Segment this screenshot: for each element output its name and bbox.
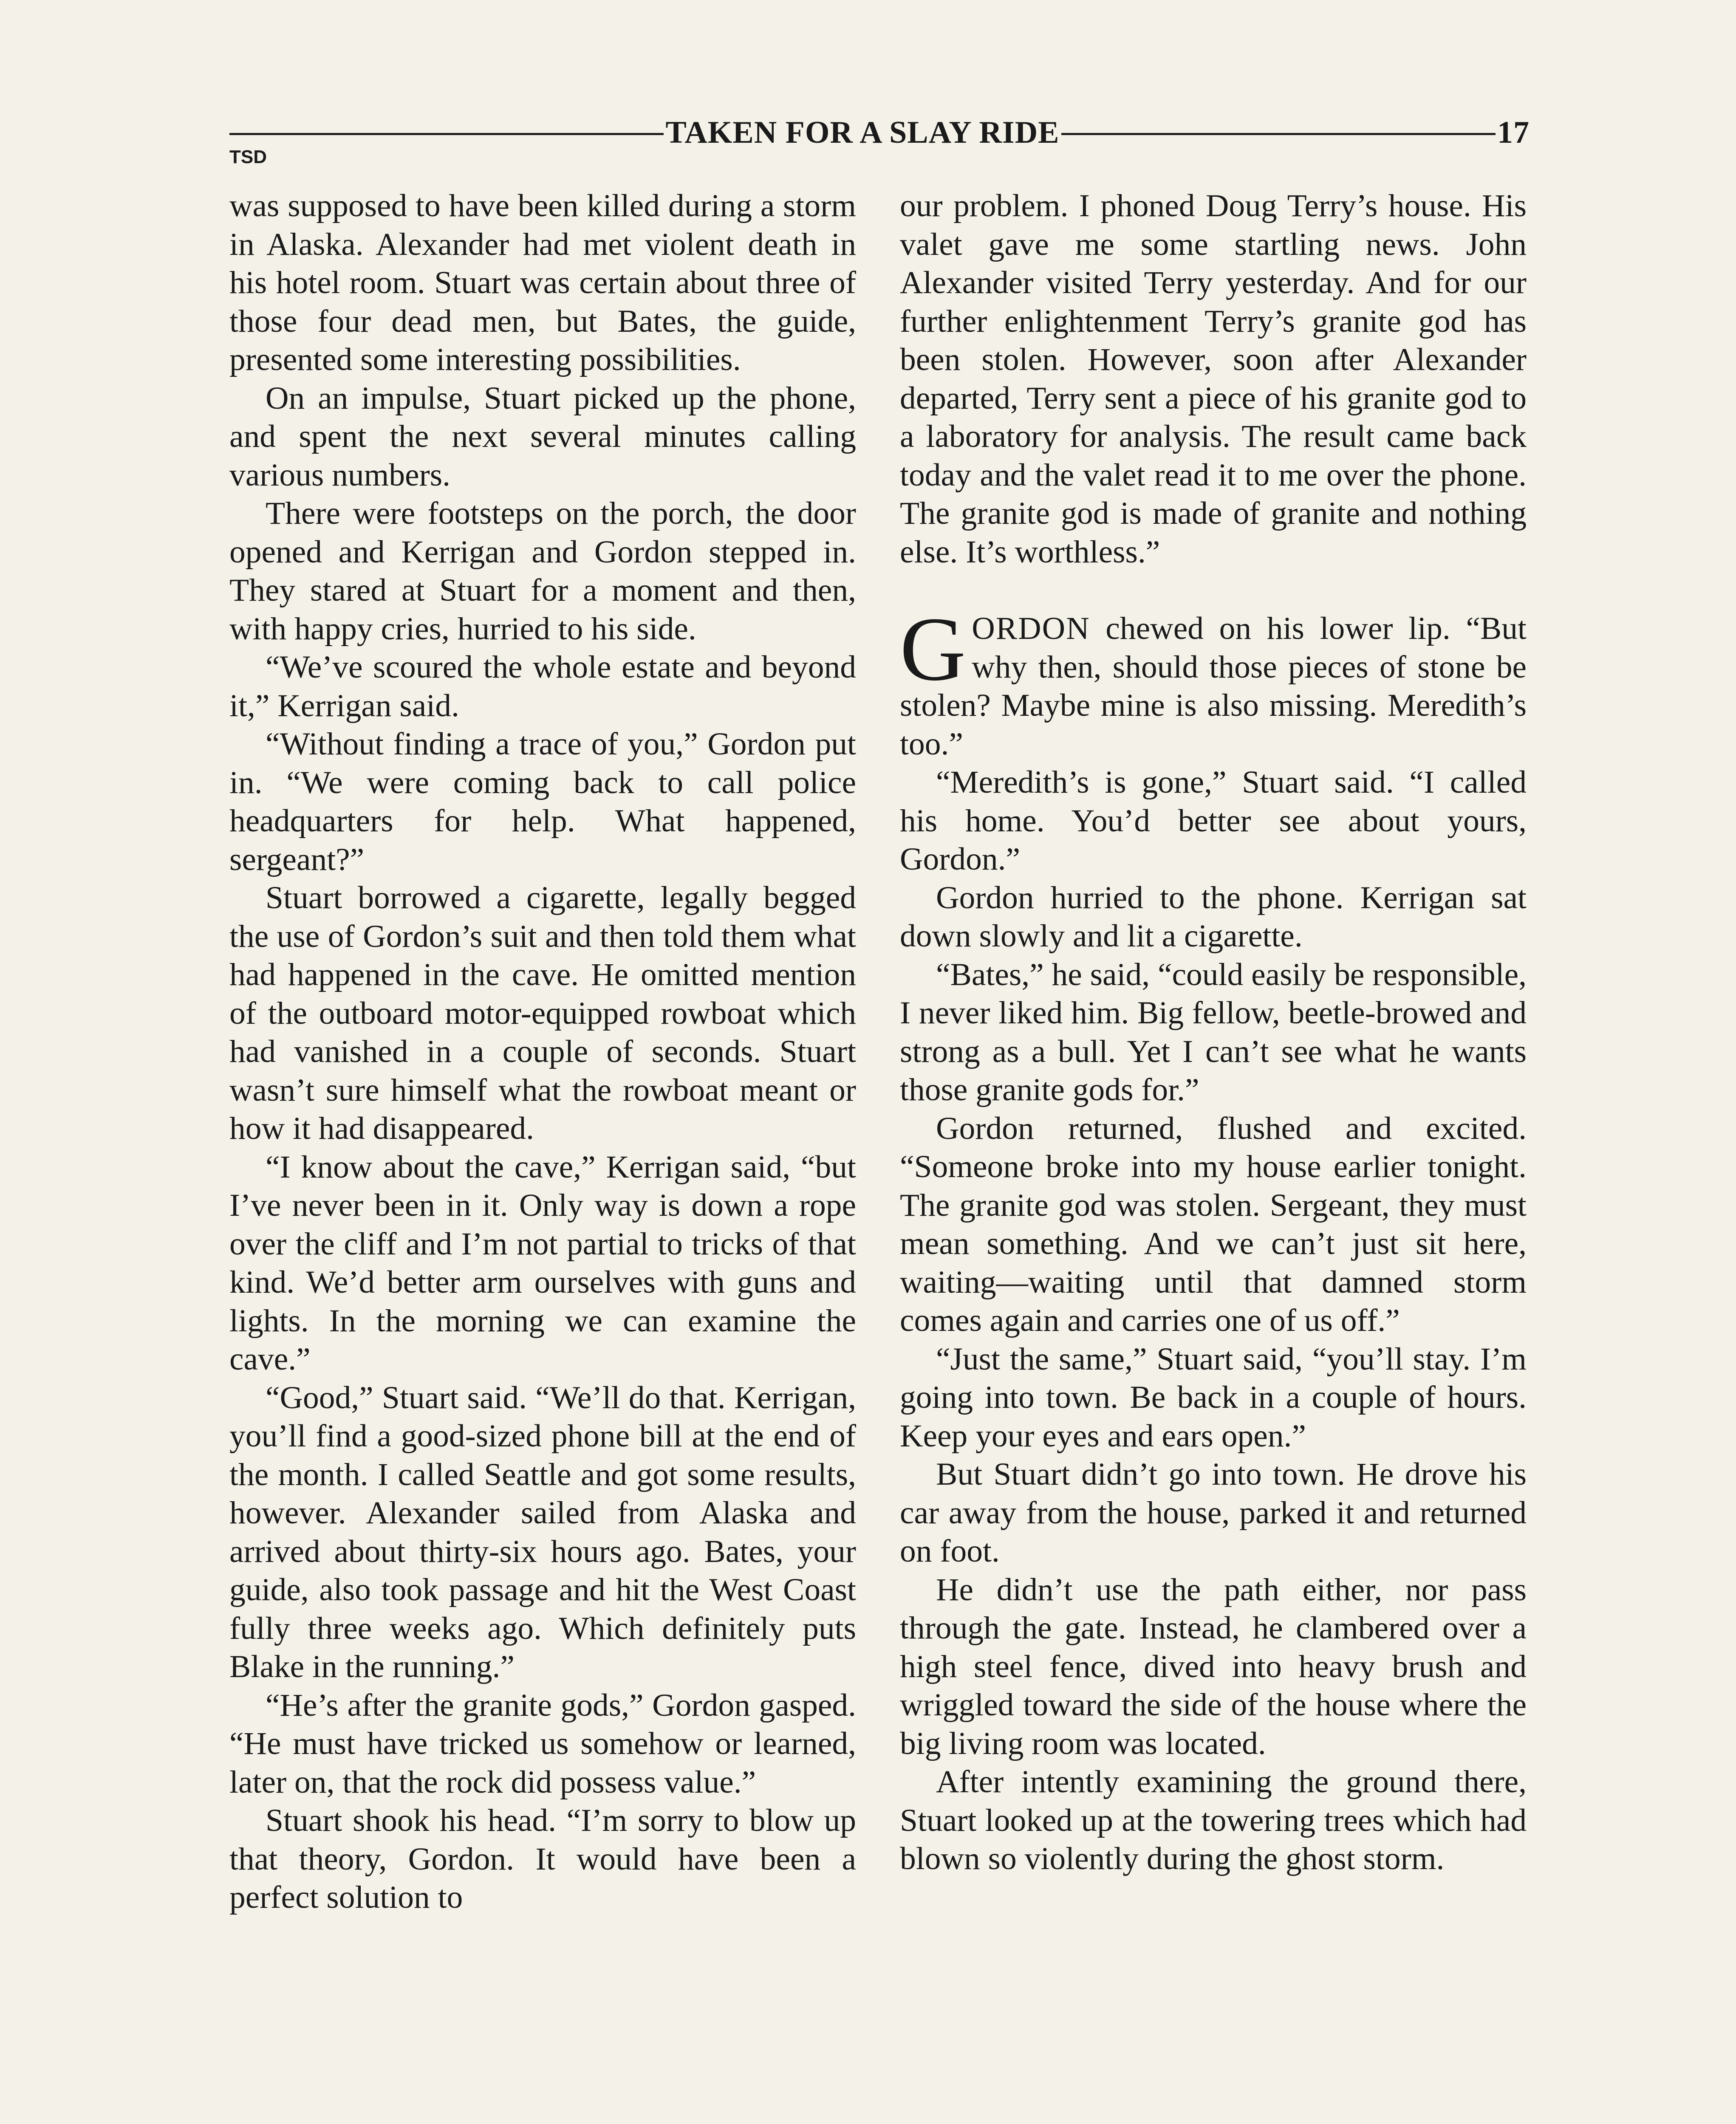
paragraph: Stuart shook his head. “I’m sorry to blow up that theory, Gordon. It would have been a perfect solution to: [229, 1803, 856, 1915]
paragraph: was supposed to have been killed during a storm in Alaska. Alexander had met violent death in his hotel room. Stuart was certain about three of those four dead men, but Bates, the guide, presented some interesting possibilities.: [229, 188, 856, 377]
header-rule-right: [1061, 133, 1496, 135]
drop-cap: G: [900, 598, 966, 700]
left-column: [229, 187, 856, 1917]
paragraph: “Bates,” he said, “could easily be responsible, I never liked him. Big fellow, beetle-browed and strong as a bull. Yet I can’t see what he wants those granite gods for.”: [900, 957, 1527, 1107]
story-title: TAKEN FOR A SLAY RIDE: [665, 115, 1060, 150]
section-opening-paragraph: [900, 598, 1527, 763]
paragraph: There were footsteps on the porch, the door opened and Kerrigan and Gordon stepped in. They stared at Stuart for a moment and then, with happy cries, hurried to his side.: [229, 496, 856, 647]
paragraph: After intently examining the ground there, Stuart looked up at the towering trees which had blown so violently during the ghost storm.: [900, 1764, 1527, 1876]
paragraph: But Stuart didn’t go into town. He drove his car away from the house, parked it and returned on foot.: [900, 1457, 1527, 1569]
paragraph: “I know about the cave,” Kerrigan said, “but I’ve never been in it. Only way is down a rope over the cliff and I’m not partial to tricks of that kind. We’d better arm ourselves with guns and lights. In the morning we can examine the cave.”: [229, 1149, 856, 1377]
running-header: [229, 111, 1530, 154]
paragraph: “Without finding a trace of you,” Gordon put in. “We were coming back to call police headquarters for help. What happened, sergeant?”: [229, 726, 856, 877]
paragraph: “Meredith’s is gone,” Stuart said. “I called his home. You’d better see about yours, Gordon.”: [900, 765, 1527, 877]
paragraph: Stuart borrowed a cigarette, legally begged the use of Gordon’s suit and then told them what had happened in the cave. He omitted mention of the outboard motor-equipped rowboat which had vanished in a couple of seconds. Stuart wasn’t sure himself what the rowboat meant or how it had disappeared.: [229, 880, 856, 1146]
magazine-code: TSD: [229, 147, 267, 167]
paragraph: Gordon hurried to the phone. Kerrigan sat down slowly and lit a cigarette.: [900, 880, 1527, 954]
paragraph: “Good,” Stuart said. “We’ll do that. Kerrigan, you’ll find a good-sized phone bill at the end of the month. I called Seattle and got some results, however. Alexander sailed from Alaska and arrived about thirty-six hours ago. Bates, your guide, also took passage and hit the West Coast fully three weeks ago. Which definitely puts Blake in the running.”: [229, 1380, 856, 1684]
paragraph: “We’ve scoured the whole estate and beyond it,” Kerrigan said.: [229, 650, 856, 723]
header-rule-left: [229, 133, 664, 135]
paragraph: our problem. I phoned Doug Terry’s house. His valet gave me some startling news. John Alexander visited Terry yesterday. And for our further enlightenment Terry’s granite god has been stolen. However, soon after Alexander departed, Terry sent a piece of his granite god to a laboratory for analysis. The result came back today and the valet read it to me over the phone. The granite god is made of granite and nothing else. It’s worthless.”: [900, 188, 1527, 570]
right-column: [900, 187, 1527, 1878]
paragraph: He didn’t use the path either, nor pass through the gate. Instead, he clambered over a high steel fence, dived into heavy brush and wriggled toward the side of the house where the big living room was located.: [900, 1572, 1527, 1761]
page-number: 17: [1497, 115, 1530, 150]
lead-caps: ORDON: [972, 611, 1090, 646]
paragraph: On an impulse, Stuart picked up the phone, and spent the next several minutes calling various numbers.: [229, 380, 856, 493]
paragraph: “He’s after the granite gods,” Gordon gasped. “He must have tricked us somehow or learned, later on, that the rock did possess value.”: [229, 1687, 856, 1800]
paragraph: “Just the same,” Stuart said, “you’ll stay. I’m going into town. Be back in a couple of hours. Keep your eyes and ears open.”: [900, 1341, 1527, 1454]
section-opening-text: chewed on his lower lip. “But why then, should those pieces of stone be stolen? Maybe mine is also missing. Meredith’s too.”: [900, 611, 1527, 762]
paragraph: Gordon returned, flushed and excited. “Someone broke into my house earlier tonight. The granite god was stolen. Sergeant, they must mean something. And we can’t just sit here, waiting—waiting until that damned storm comes again and carries one of us off.”: [900, 1110, 1527, 1338]
